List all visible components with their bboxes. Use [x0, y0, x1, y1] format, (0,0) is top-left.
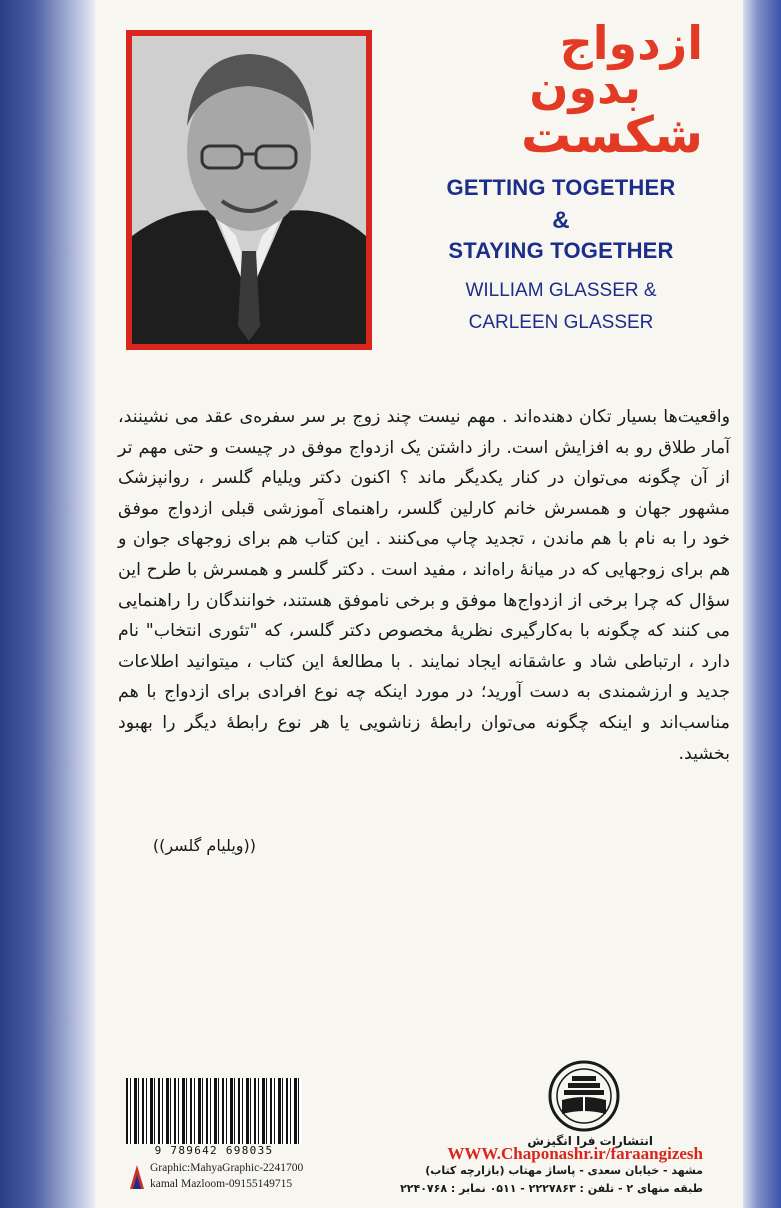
designer-mark-icon [128, 1163, 146, 1191]
isbn-number: 9 789642 698035 [154, 1144, 274, 1157]
blurb-signature: ((ویلیام گلسر)) [152, 836, 256, 855]
persian-title-line-3: شکست [520, 106, 703, 164]
persian-title-line-1: ازدواج [559, 16, 703, 70]
author-photo [132, 36, 366, 344]
author-line-1: WILLIAM GLASSER & [465, 280, 657, 301]
english-title-line-2: STAYING TOGETHER [448, 238, 674, 263]
author-photo-frame [126, 30, 372, 350]
designer-credit: kamal Mazloom-09155149715 [150, 1178, 293, 1190]
english-title-ampersand: & [552, 207, 570, 234]
author-line-2: CARLEEN GLASSER [468, 312, 654, 333]
isbn-barcode [126, 1078, 302, 1144]
publisher-address: مشهد - خیابان سعدی - پاساژ مهتاب (بازارچه کتاب) [425, 1164, 703, 1177]
english-title-line-1: GETTING TOGETHER [446, 175, 676, 200]
left-blue-edge [0, 0, 95, 1208]
publisher-phone: طبقه منهای ۲ - تلفن : ۲۲۲۷۸۶۳ - ۰۵۱۱ نمابر : ۲۲۴۰۷۶۸ [400, 1182, 703, 1195]
publisher-website[interactable]: WWW.Chaponashr.ir/faraangizesh [447, 1144, 703, 1163]
graphic-credit: Graphic:MahyaGraphic-2241700 [150, 1162, 304, 1174]
publisher-name: انتشارات فرا انگیزش [527, 1134, 653, 1148]
back-cover-blurb: واقعیت‌ها بسیار تکان دهنده‌اند . مهم نیست چند زوج بر سر سفره‌ی عقد می نشینند، آمار طلاق رو به افزایش است. راز داشتن یک ازدواج موفق در چیست و حتی مهم تر از آن چگونه می‌توان در کنار یکدیگر ماند ؟ اکنون دکتر ویلیام گلسر ، روانپزشک مشهور جهان و همسرش خانم کارلین گلسر، راهنمای آموزشی قبلی ازدواج موفق خود را به نام با هم ماندن ، تجدید چاپ می‌کنند . این کتاب هم برای زوجهای جوان و هم برای زوجهایی که در میانهٔ راه‌اند ، مفید است . دکتر گلسر و همسرش با طرح این سؤال که چرا برخی از ازدواج‌ها موفق و برخی ناموفق هستند، خوانندگان را راهنمایی می کنند که چگونه با به‌کارگیری نظریهٔ مخصوص دکتر گلسر، که "تئوری انتخاب" نام دارد ، ارتباطی شاد و عاشقانه ایجاد نمایند . با مطالعهٔ این کتاب ، میتوانید اطلاعات جدید و ارزشمندی به دست آورید؛ در مورد اینکه چه نوع افرادی برای ازدواج با هم مناسب‌اند و اینکه چگونه می‌توان رابطهٔ زناشویی یا هر نوع رابطهٔ دیگر را بهبود بخشید. [118, 407, 730, 764]
right-blue-edge [743, 0, 781, 1208]
persian-title-line-2: بدون [529, 60, 641, 114]
book-tower-emblem-icon [548, 1060, 620, 1132]
